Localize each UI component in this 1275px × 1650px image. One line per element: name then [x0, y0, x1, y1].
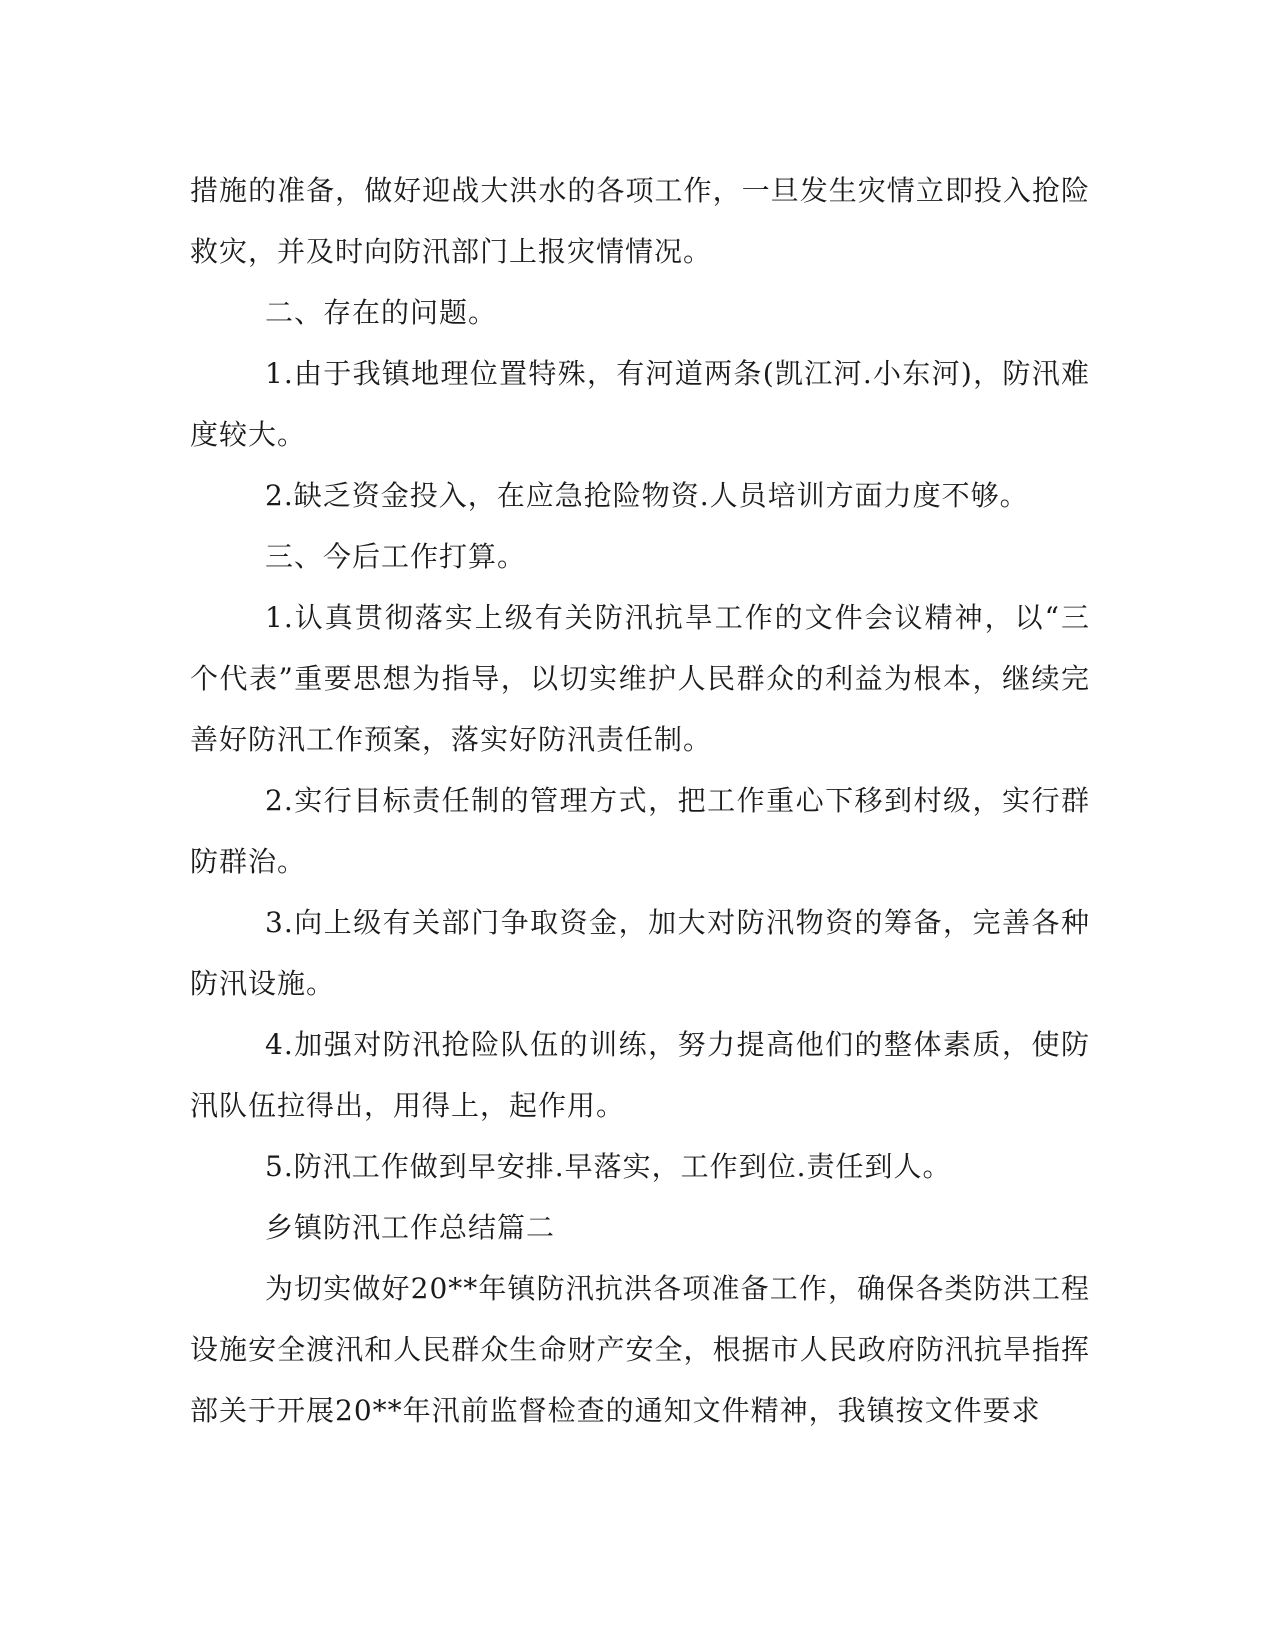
plan-item-3: 3.向上级有关部门争取资金，加大对防汛物资的筹备，完善各种防汛设施。	[190, 906, 1090, 1000]
article-title-part-two: 乡镇防汛工作总结篇二	[265, 1211, 556, 1244]
paragraph-intro-part-two: 为切实做好20**年镇防汛抗洪各项准备工作，确保各类防洪工程设施安全渡汛和人民群众生命财产安全，根据市人民政府防汛抗旱指挥部关于开展20**年汛前监督检查的通知文件精神，我镇按文件要求	[190, 1272, 1090, 1427]
paragraph-continuation: 措施的准备，做好迎战大洪水的各项工作，一旦发生灾情立即投入抢险救灾，并及时向防汛部门上报灾情情况。	[190, 174, 1090, 268]
section-heading-plans: 三、今后工作打算。	[265, 540, 527, 573]
plan-item-5: 5.防汛工作做到早安排.早落实，工作到位.责任到人。	[265, 1150, 952, 1183]
section-heading-problems: 二、存在的问题。	[265, 296, 498, 329]
problem-item-2: 2.缺乏资金投入，在应急抢险物资.人员培训方面力度不够。	[265, 479, 1029, 512]
plan-item-1: 1.认真贯彻落实上级有关防汛抗旱工作的文件会议精神，以“三个代表”重要思想为指导，以切实维护人民群众的利益为根本，继续完善好防汛工作预案，落实好防汛责任制。	[190, 601, 1090, 756]
plan-item-2: 2.实行目标责任制的管理方式，把工作重心下移到村级，实行群防群治。	[190, 784, 1090, 878]
document-body	[190, 160, 1090, 1441]
problem-item-1: 1.由于我镇地理位置特殊，有河道两条(凯江河.小东河)，防汛难度较大。	[190, 357, 1090, 451]
plan-item-4: 4.加强对防汛抢险队伍的训练，努力提高他们的整体素质，使防汛队伍拉得出，用得上，起作用。	[190, 1028, 1090, 1122]
